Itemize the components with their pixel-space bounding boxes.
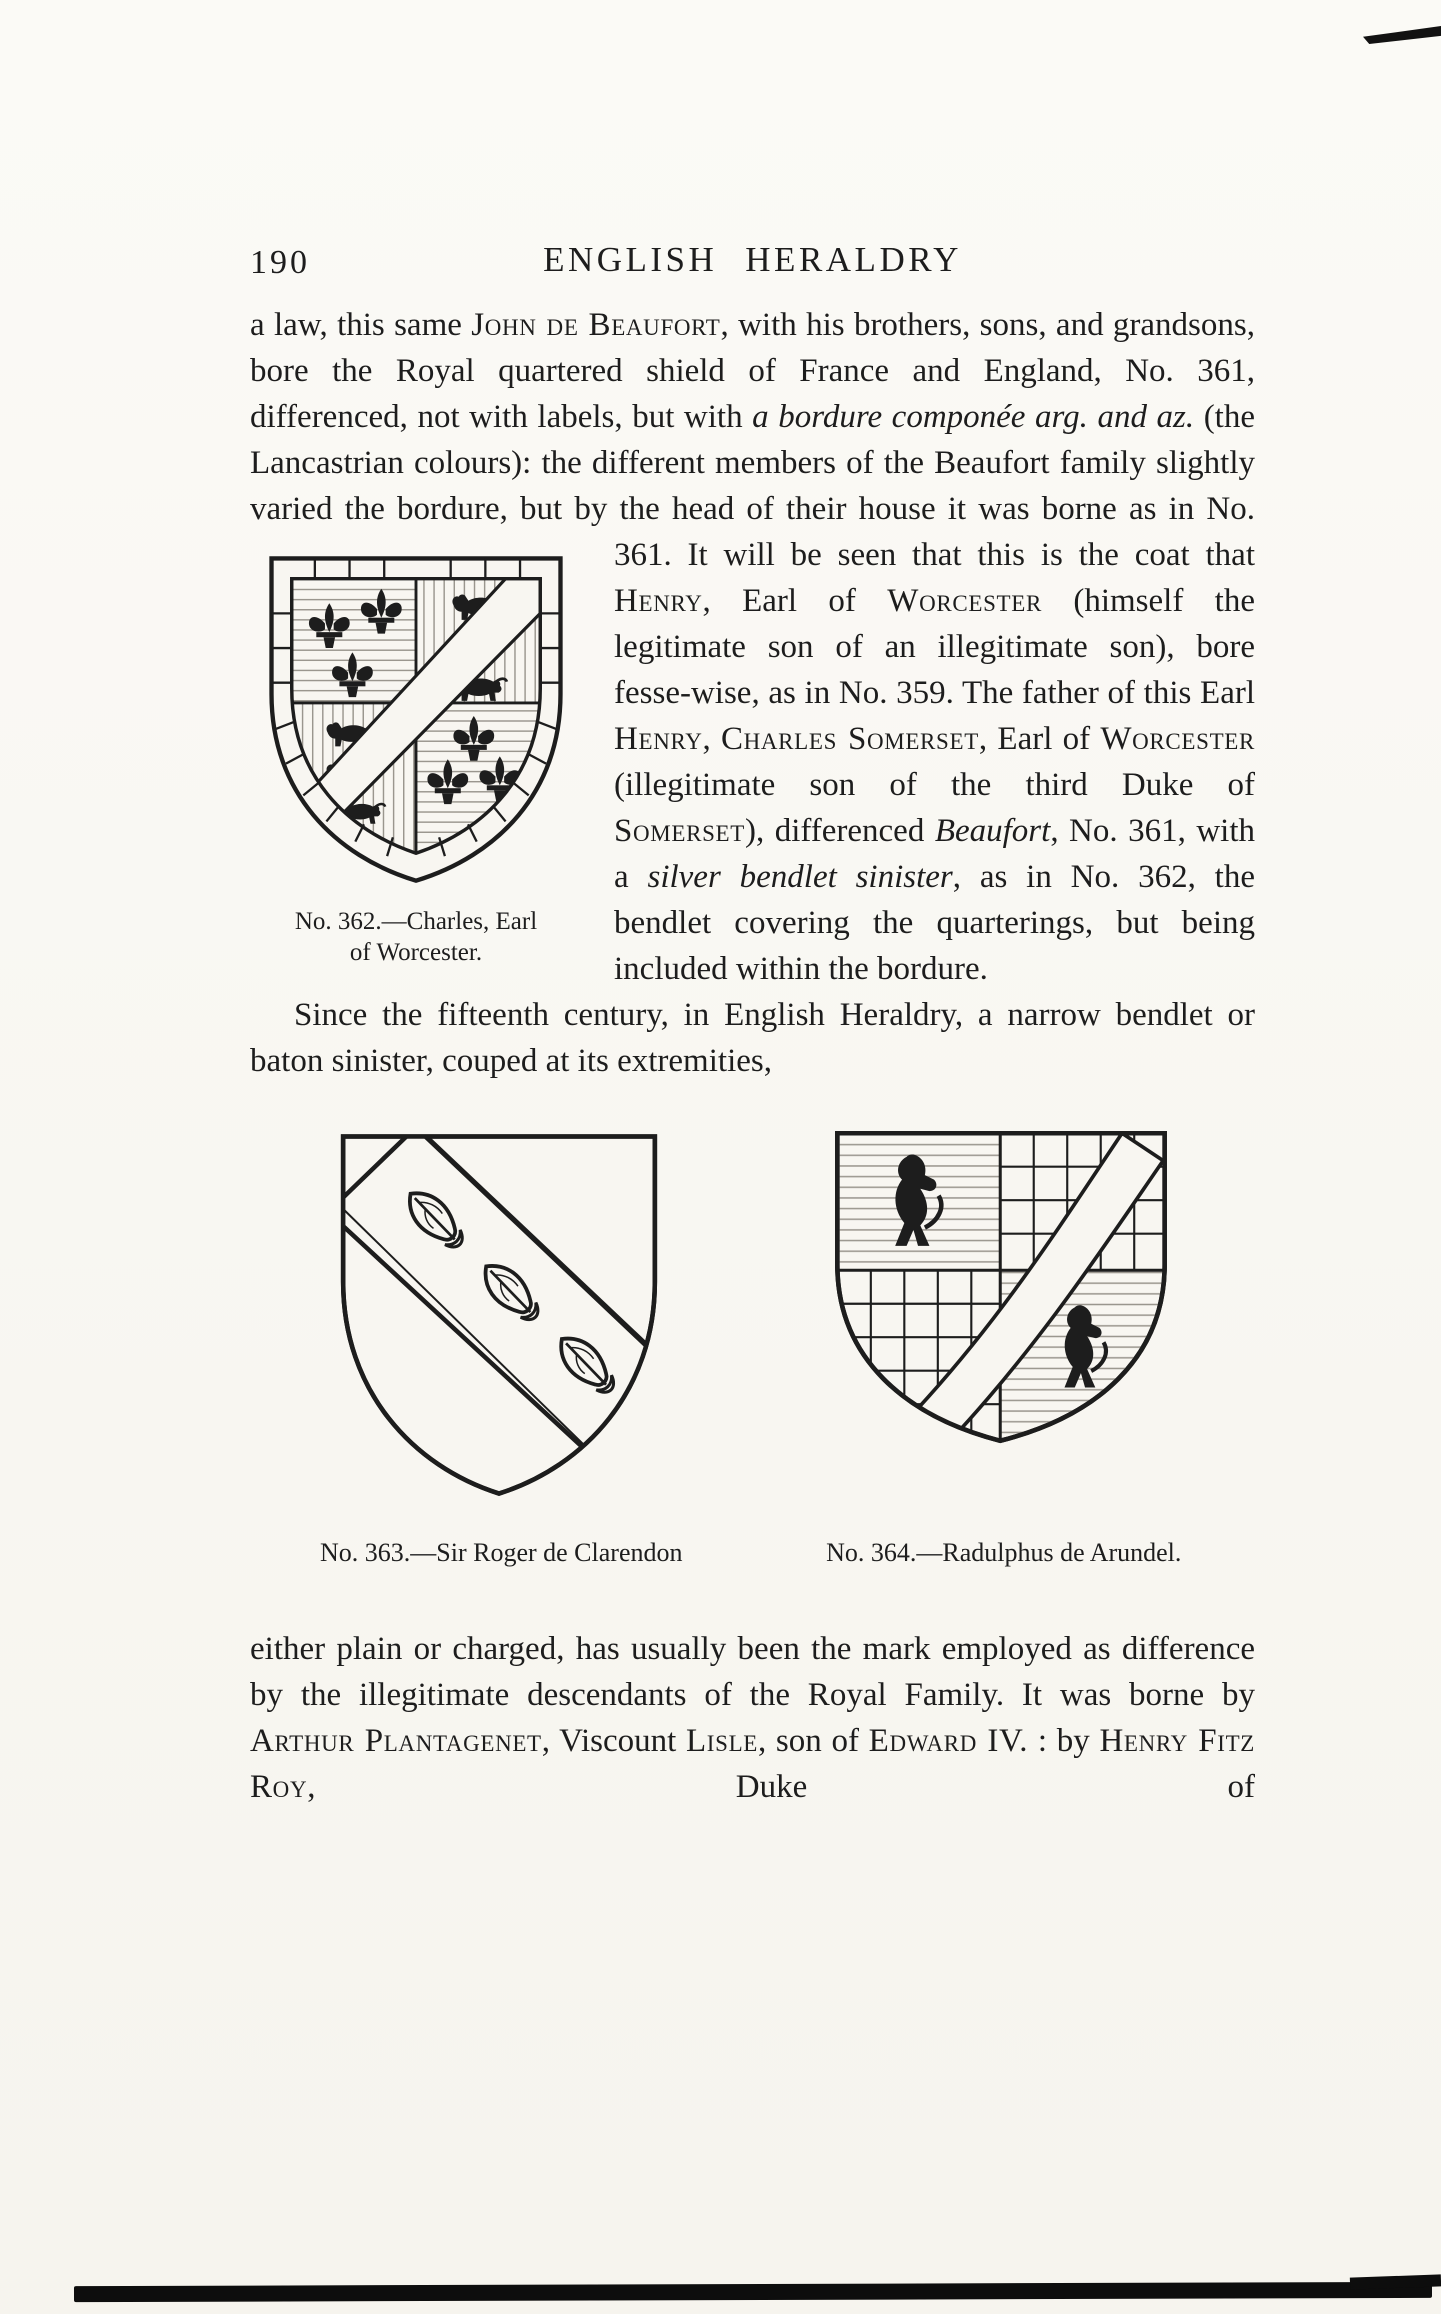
scan-artifact-corner bbox=[1363, 26, 1441, 44]
running-title: ENGLISH HERALDRY bbox=[543, 240, 962, 279]
figure-364 bbox=[822, 1118, 1180, 1456]
shield-362-illustration bbox=[257, 544, 575, 898]
page-number: 190 bbox=[250, 244, 310, 281]
scan-artifact-bottom-bar bbox=[74, 2282, 1432, 2302]
figure-362 bbox=[250, 544, 582, 968]
shield-364-illustration bbox=[822, 1118, 1180, 1456]
figures-row bbox=[250, 1118, 1255, 1512]
paragraph-beaufort bbox=[250, 302, 1255, 992]
figure-captions-row bbox=[250, 1538, 1255, 1568]
page-content bbox=[250, 240, 1255, 1810]
shield-363-illustration bbox=[325, 1118, 673, 1512]
figure-362-caption: No. 362.—Charles, Earl of Worcester. bbox=[294, 908, 538, 966]
figure-363-caption: No. 363.—Sir Roger de Clarendon bbox=[319, 1538, 683, 1567]
paragraph-text-a: a law, this same John de Beaufort, with his brothers, sons, and grandsons, bore the Royal quartered shield of France and England, No. 361, differenced, not with labels, but with a bordure componée arg. and az. (the Lancastrian colours): the different members of the Beaufort family slightly varied the bordure, but by the head of their house it was borne bbox=[250, 307, 1255, 527]
figure-364-caption: No. 364.—Radulphus de Arundel. bbox=[826, 1538, 1182, 1567]
paragraph-since: Since the fifteenth century, in English Heraldry, a narrow bendlet or baton sinister, couped at its extremities, bbox=[250, 997, 1255, 1079]
paragraph-text-b: as in No. 361. It will be seen that this is the coat that Henry, Earl of Worcester (himself the legitimate son of an illegitimate son), bore fesse-wise, as in No. 359. The father of this Earl Henry, Charles Somerset, Earl of Worcester (illegitimate son of the third Duke of Somerset), differenced Beaufort, No. 361, with a silver bendlet sinister, as in No. 362, the bendlet covering the quarterings, but being included within the bordure. bbox=[614, 491, 1256, 987]
figure-363 bbox=[325, 1118, 673, 1512]
paragraph-either-plain: either plain or charged, has usually been the mark employed as difference by the illegitimate descendants of the Royal Family. It was borne by Arthur Plantagenet, Viscount Lisle, son of Edward IV. : by Henry Fitz Roy, Duke of bbox=[250, 1631, 1256, 1805]
running-header bbox=[250, 240, 1255, 290]
